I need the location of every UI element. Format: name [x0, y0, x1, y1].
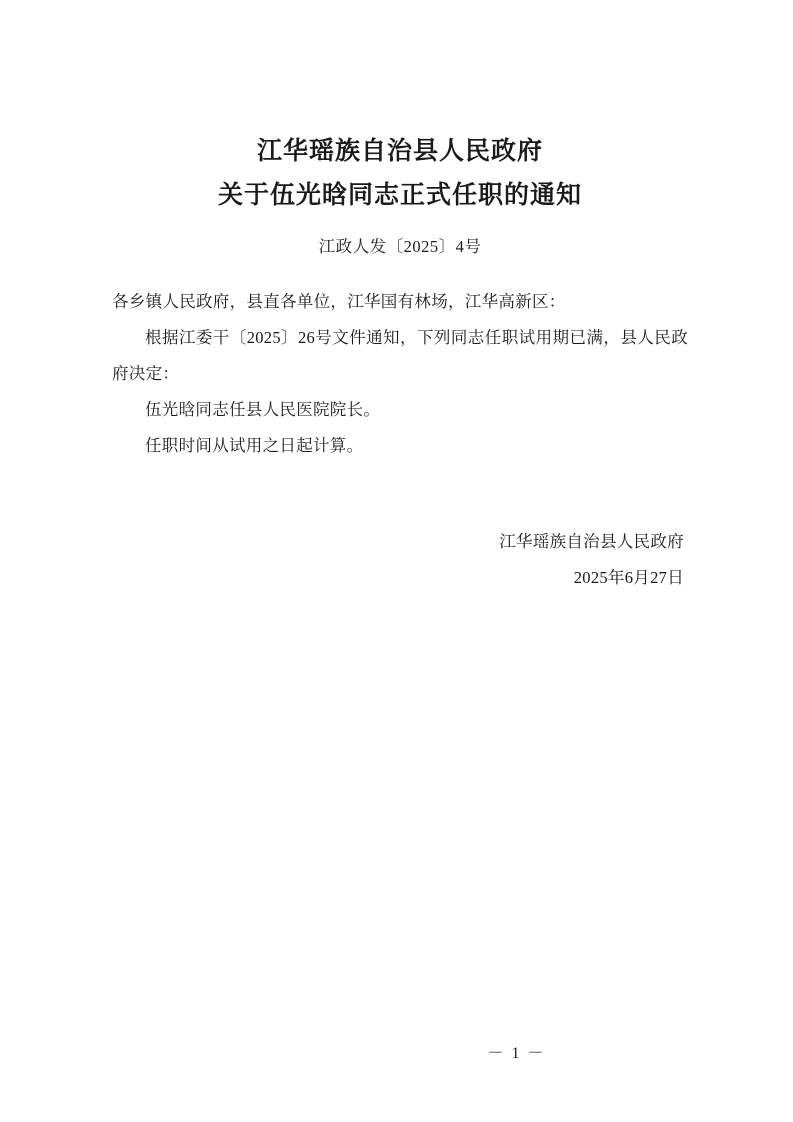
- document-title: [112, 130, 688, 218]
- addressee-line: 各乡镇人民政府，县直各单位，江华国有林场，江华高新区：: [112, 292, 566, 311]
- title-line-1: 江华瑶族自治县人民政府: [256, 138, 543, 165]
- signature-date: 2025年6月27日: [573, 568, 684, 587]
- paragraph-1: 根据江委干〔2025〕26号文件通知，下列同志任职试用期已满，县人民政府决定：: [112, 328, 688, 383]
- paragraph-2: 伍光晗同志任县人民医院院长。: [145, 400, 381, 419]
- paragraph-3: 任职时间从试用之日起计算。: [145, 436, 364, 455]
- document-body: [112, 130, 688, 596]
- title-line-2: 关于伍光晗同志正式任职的通知: [217, 182, 582, 209]
- document-number: 江政人发〔2025〕4号: [318, 237, 482, 256]
- signature-organization: 江华瑶族自治县人民政府: [499, 532, 684, 551]
- signature-block: [112, 524, 688, 596]
- page-number: － 1 －: [487, 1045, 546, 1062]
